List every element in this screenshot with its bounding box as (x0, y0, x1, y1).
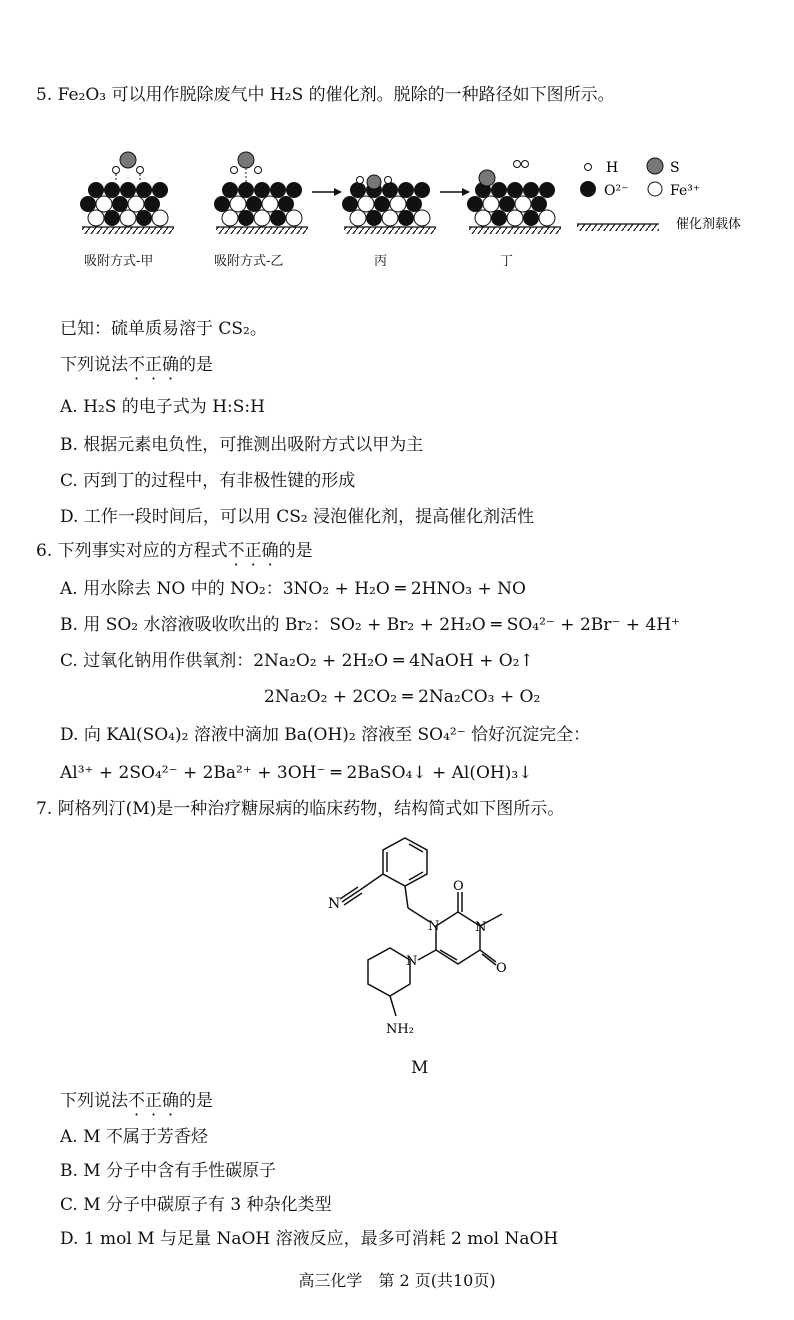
legend-support: 催化剂载体 (676, 217, 742, 232)
q6-emph-3: 确 (261, 541, 279, 561)
catalyst-mechanism-diagram (0, 140, 794, 240)
adsorption-mode-a (80, 152, 174, 234)
q5-prompt (60, 354, 213, 376)
q6-option-c: C. 过氧化钠用作供氧剂：2Na₂O₂ + 2H₂O ═ 4NaOH + O₂↑ (60, 651, 534, 671)
q7-option-d: D. 1 mol M 与足量 NaOH 溶液反应，最多可消耗 2 mol NaOH (60, 1229, 559, 1249)
q7-prompt-after: 的是 (179, 1091, 213, 1111)
q5-emph-3: 确 (162, 355, 179, 375)
state-d (467, 161, 561, 235)
atom-o-top: O (453, 879, 464, 894)
q7-prompt-before: 下列说法 (60, 1091, 128, 1111)
legend-h-icon (585, 164, 592, 171)
q5-option-a-text: A. H₂S 的电子式为 (60, 397, 213, 417)
q5-option-c: C. 丙到丁的过程中，有非极性键的形成 (60, 471, 356, 491)
atom-nh2: NH₂ (386, 1022, 414, 1037)
q7-stem: 7. 阿格列汀(M)是一种治疗糖尿病的临床药物，结构简式如下图所示。 (36, 799, 565, 819)
q7-emph-1: 不 (128, 1091, 145, 1111)
legend-fe: Fe³⁺ (670, 183, 701, 199)
q6-option-c-line2: 2Na₂O₂ + 2CO₂ ═ 2Na₂CO₃ + O₂ (264, 687, 541, 707)
q7-prompt (60, 1090, 213, 1112)
q7-emph-3: 确 (162, 1091, 179, 1111)
state-c (342, 175, 436, 234)
q5-option-a-formula: H:S:H (212, 397, 265, 417)
adsorption-mode-b (214, 152, 308, 234)
alogliptin-structure (320, 828, 530, 1058)
q6-option-a: A. 用水除去 NO 中的 NO₂：3NO₂ + H₂O ═ 2HNO₃ + NO (60, 579, 526, 599)
q6-emph-1: 不 (227, 541, 245, 561)
q6-emph-2: 正 (244, 541, 262, 561)
q5-emph-1: 不 (128, 355, 145, 375)
q7-structure-caption: M (411, 1058, 429, 1078)
q5-known: 已知：硫单质易溶于 CS₂。 (60, 319, 267, 339)
q6-stem-after: 的是 (278, 541, 313, 561)
q5-prompt-before: 下列说法 (60, 355, 128, 375)
label-state-c: 丙 (374, 254, 388, 269)
label-mode-b: 吸附方式-乙 (214, 254, 284, 269)
q7-emph-2: 正 (145, 1091, 162, 1111)
q7-option-c: C. M 分子中碳原子有 3 种杂化类型 (60, 1195, 332, 1215)
label-mode-a: 吸附方式-甲 (84, 254, 154, 269)
legend-h: H (606, 160, 619, 176)
diagram-legend (577, 158, 741, 232)
q5-option-b: B. 根据元素电负性，可推测出吸附方式以甲为主 (60, 435, 424, 455)
q6-option-b: B. 用 SO₂ 水溶液吸收吹出的 Br₂：SO₂ + Br₂ + 2H₂O ═ SO₄²⁻ + 2Br⁻ + 4H⁺ (60, 615, 681, 635)
q7-option-b: B. M 分子中含有手性碳原子 (60, 1161, 277, 1181)
q5-option-a (60, 396, 265, 418)
atom-n3: N (475, 920, 487, 935)
legend-s-icon (647, 158, 663, 174)
q6-option-d-line2: Al³⁺ + 2SO₄²⁻ + 2Ba²⁺ + 3OH⁻ ═ 2BaSO₄↓ + Al(OH)₃↓ (60, 763, 533, 783)
atom-n-nitrile: N (328, 896, 341, 912)
q7-option-a: A. M 不属于芳香烃 (60, 1127, 208, 1147)
q5-emph-2: 正 (145, 355, 162, 375)
q6-stem-before: 6. 下列事实对应的方程式 (36, 541, 228, 561)
q5-prompt-after: 的是 (179, 355, 213, 375)
atom-o-right: O (496, 961, 507, 976)
atom-n1: N (428, 919, 440, 934)
q6-stem (36, 540, 313, 562)
legend-s: S (670, 160, 680, 176)
legend-o-icon (580, 181, 596, 197)
q6-option-d: D. 向 KAl(SO₄)₂ 溶液中滴加 Ba(OH)₂ 溶液至 SO₄²⁻ 恰好沉淀完全： (60, 725, 591, 745)
q5-option-d: D. 工作一段时间后，可以用 CS₂ 浸泡催化剂，提高催化剂活性 (60, 507, 535, 527)
legend-o: O²⁻ (604, 183, 629, 199)
label-state-d: 丁 (500, 254, 514, 269)
page-footer: 高三化学 第 2 页(共10页) (298, 1271, 496, 1290)
q5-stem: 5. Fe₂O₃ 可以用作脱除废气中 H₂S 的催化剂。脱除的一种路径如下图所示。 (36, 85, 615, 105)
legend-fe-icon (648, 182, 662, 196)
atom-n-piperidine: N (406, 954, 418, 969)
